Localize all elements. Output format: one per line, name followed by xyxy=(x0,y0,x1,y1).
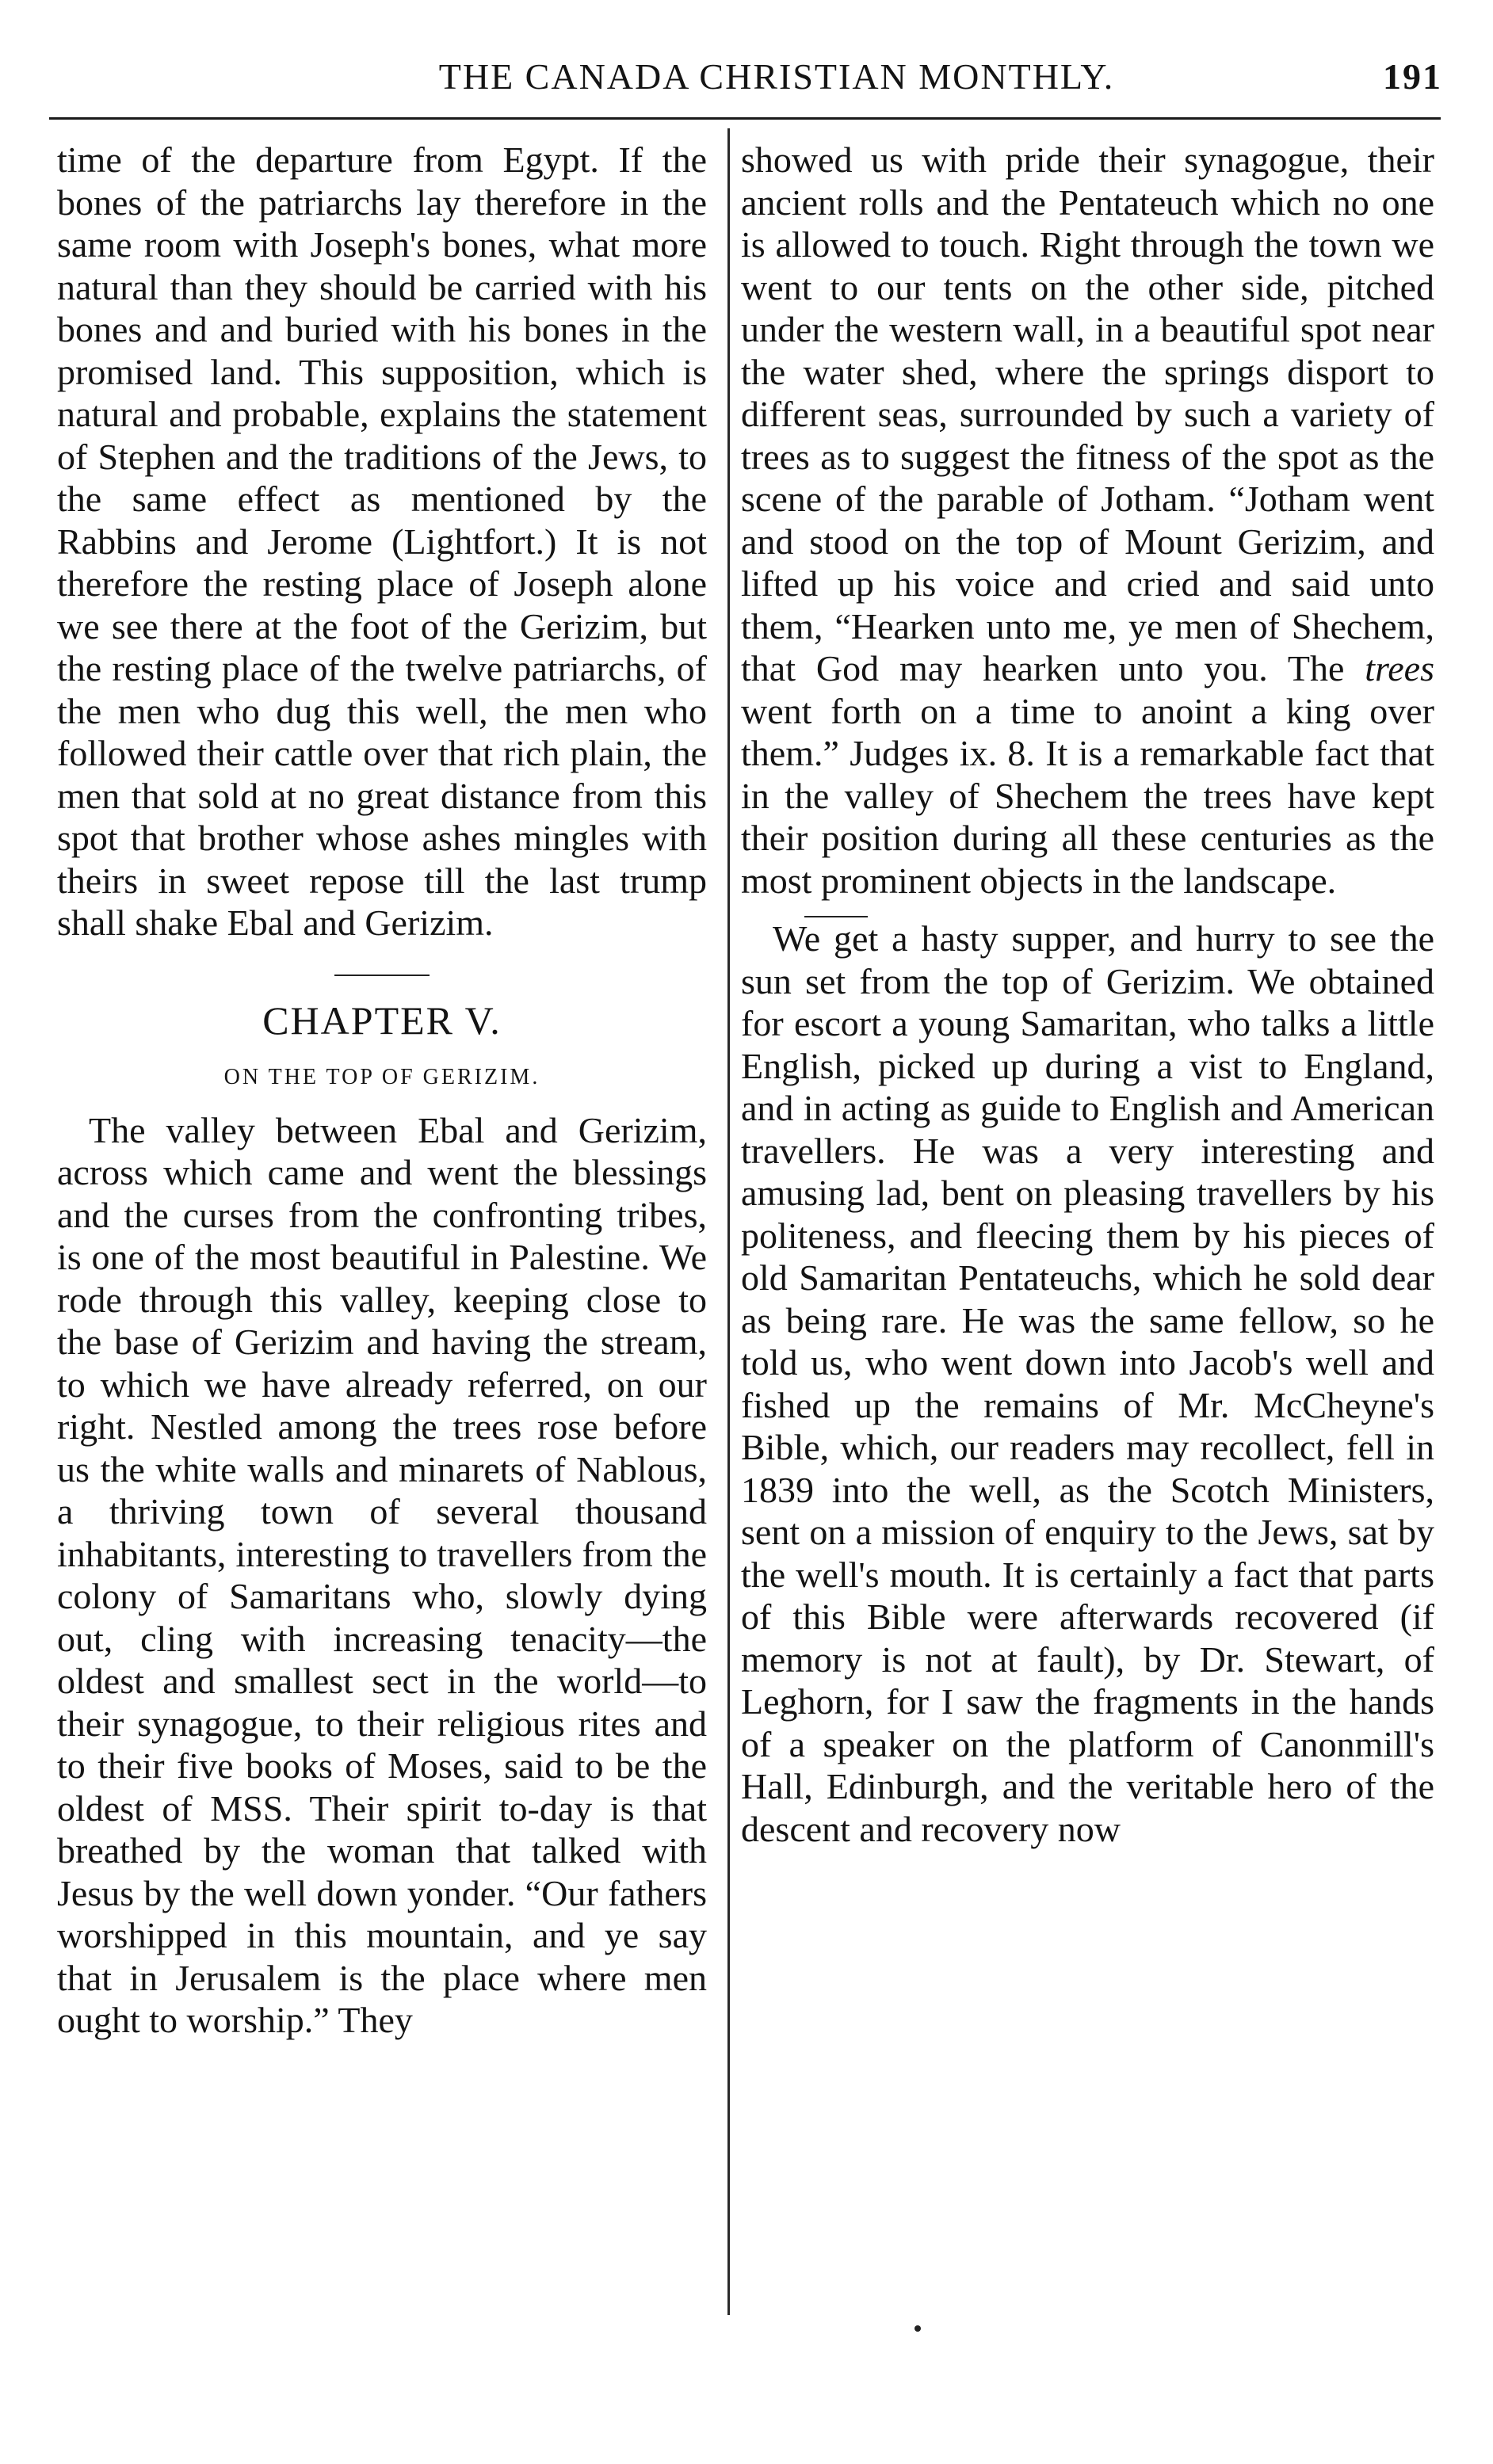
right-paragraph-text-a: showed us with pride their synagogue, their ancient rolls and the Pentateuch which no one is allowed to touch. Right through the town we went to our tents on the other side, pitched under the western wall, in a beautiful spot near the water shed, where the springs disport to different seas, surrounded by such a variety of trees as to suggest the fitness of the spot as the scene of the parable of Jotham. “Jotham went and stood on the top of Mount Gerizim, and lifted up his voice and cried and said unto them, “Hearken unto me, ye men of Shechem, that God may hearken unto you. The xyxy=(741,139,1434,688)
right-paragraph-supper: We get a hasty supper, and hurry to see the sun set from the top of Gerizim. We obtained for escort a young Samaritan, who talks a little English, picked up during a vist to England, and in acting as guide to English and American travellers. He was a very interesting and amusing lad, bent on pleasing travellers by his politeness, and fleecing them by his pieces of old Samaritan Pentateuchs, which he sold dear as being rare. He was the same fellow, so he told us, who went down into Jacob's well and fished up the remains of Mr. McCheyne's Bible, which, our readers may recollect, fell in 1839 into the well, as the Scotch Ministers, sent on a mission of enquiry to the Jews, sat by the well's mouth. It is certainly a fact that parts of this Bible were afterwards recovered (if memory is not at fault), by Dr. Stewart, of Leghorn, for I saw the fragments in the hands of a speaker on the platform of Canonmill's Hall, Edinburgh, and the veritable hero of the descent and recovery now xyxy=(741,918,1434,1849)
chapter-subtitle: ON THE TOP OF GERIZIM. xyxy=(223,1064,540,1089)
italic-word-trees: trees xyxy=(1365,648,1434,688)
running-title: THE CANADA CHRISTIAN MONTHLY. xyxy=(438,56,1115,97)
running-head xyxy=(48,55,1442,111)
left-column xyxy=(57,139,707,2042)
chapter-separator-rule xyxy=(334,975,430,976)
right-paragraph-text-b: went forth on a time to anoint a king over them.” Judges ix. 8. It is a remarkable fact that in the valley of Shechem the trees have kept their position during all these centuries as the most prominent objects in the landscape. xyxy=(741,690,1434,901)
right-column xyxy=(741,139,1434,1850)
right-paragraph-continued xyxy=(741,139,1434,902)
printing-speck xyxy=(915,2325,921,2332)
header-rule xyxy=(49,117,1441,120)
left-paragraph-chapter-opening: The valley between Ebal and Gerizim, across which came and went the blessings and the curses from the confronting tribes, is one of the most beautiful in Palestine. We rode through this valley, keeping close to the base of Gerizim and having the stream, to which we have already referred, on our right. Nestled among the trees rose before us the white walls and minarets of Nablous, a thriving town of several thousand inhabitants, interesting to travellers from the colony of Samaritans who, slowly dying out, cling with increasing tenacity—the oldest and smallest sect in the world—to their synagogue, to their religious rites and to their five books of Moses, said to be the oldest of MSS. Their spirit to-day is that breathed by the woman that talked with Jesus by the well down yonder. “Our fathers worshipped in this mountain, and ye say that in Jerusalem is the place where men ought to worship.” They xyxy=(57,1109,707,2040)
column-divider xyxy=(727,128,730,2315)
chapter-title: CHAPTER V. xyxy=(262,997,502,1043)
left-paragraph-continued: time of the departure from Egypt. If the bones of the patriarchs lay therefore in the same room with Joseph's bones, what more natural than they should be carried with his bones and and buried with his bones in the promised land. This supposition, which is natural and probable, explains the statement of Stephen and the traditions of the Jews, to the same effect as mentioned by the Rabbins and Jerome (Lightfort.) It is not therefore the resting place of Joseph alone we see there at the foot of the Gerizim, but the resting place of the twelve patriarchs, of the men who dug this well, the men who followed their cattle over that rich plain, the men that sold at no great distance from this spot that brother whose ashes mingles with theirs in sweet repose till the last trump shall shake Ebal and Gerizim. xyxy=(57,139,707,943)
page-number: 191 xyxy=(1383,56,1442,97)
